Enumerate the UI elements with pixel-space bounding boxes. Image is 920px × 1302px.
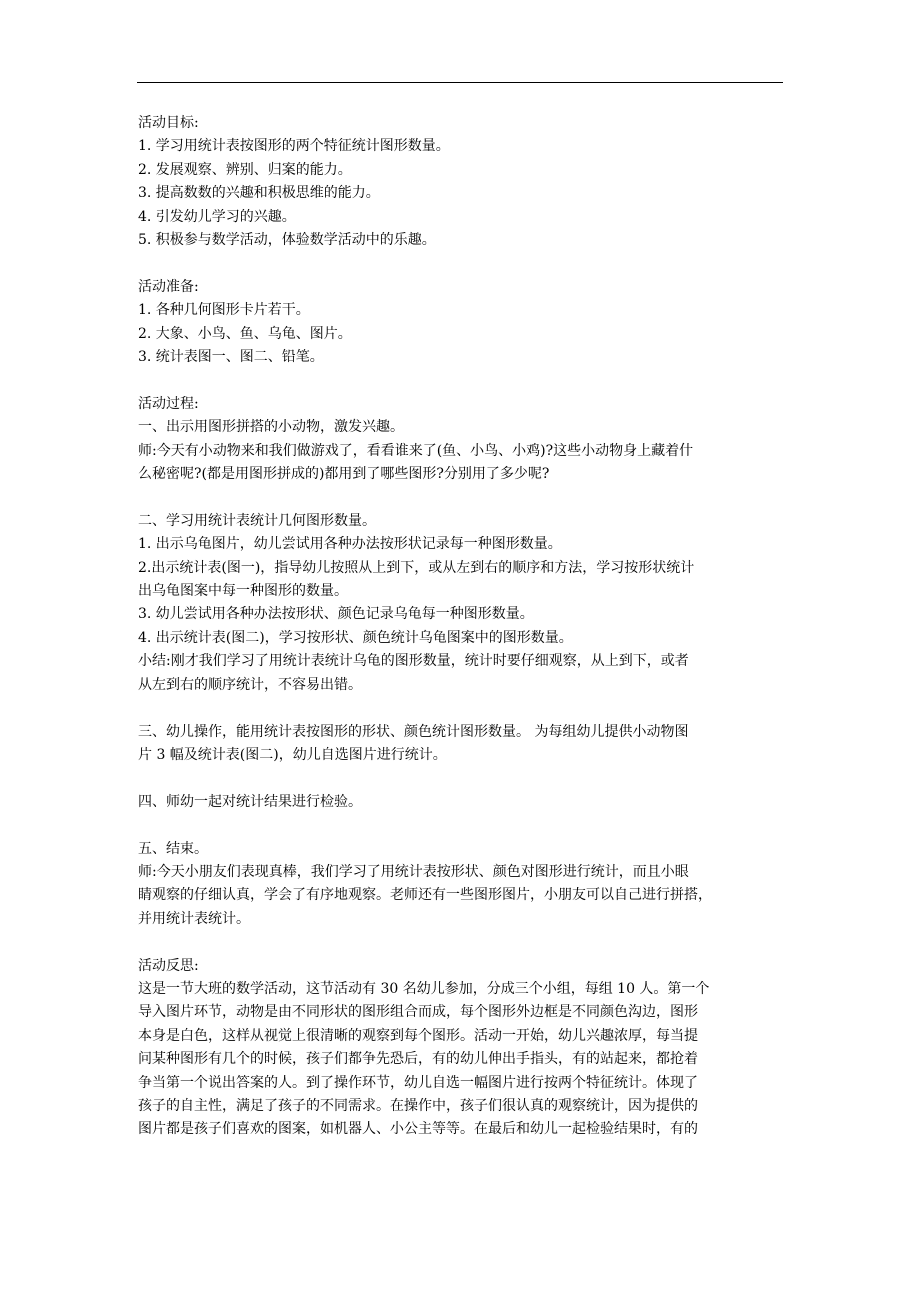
section-heading: 五、结束。 <box>138 840 208 857</box>
text-line: 小结:刚才我们学习了用统计表统计乌龟的图形数量，统计时要仔细观察，从上到下，或者 <box>138 653 689 670</box>
section-heading: 二、学习用统计表统计几何图形数量。 <box>138 512 376 529</box>
text-line: 图片都是孩子们喜欢的图案，如机器人、小公主等等。在最后和幼儿一起检验结果时，有的 <box>138 1121 698 1138</box>
section-heading: 三、幼儿操作，能用统计表按图形的形状、颜色统计图形数量。 为每组幼儿提供小动物图 <box>138 723 689 740</box>
text-line: 一、出示用图形拼搭的小动物，激发兴趣。 <box>138 419 404 436</box>
paragraph-gap <box>138 369 786 392</box>
text-line: 并用统计表统计。 <box>138 910 250 927</box>
text-line: 本身是白色，这样从视觉上很清晰的观察到每个图形。活动一开始，幼儿兴趣浓厚，每当提 <box>138 1027 698 1044</box>
section-step-two <box>138 510 786 697</box>
text-line: 出乌龟图案中每一种图形的数量。 <box>138 583 348 600</box>
section-reflection <box>138 955 786 1142</box>
paragraph-gap <box>138 252 786 275</box>
paragraph-gap <box>138 814 786 837</box>
text-line: 3. 提高数数的兴趣和积极思维的能力。 <box>138 185 380 202</box>
paragraph-gap <box>138 931 786 954</box>
section-goals <box>138 112 786 252</box>
section-process <box>138 393 786 487</box>
section-step-four <box>138 791 786 814</box>
text-line: 师:今天有小动物来和我们做游戏了，看看谁来了(鱼、小鸟、小鸡)?这些小动物身上藏着什 <box>138 442 694 459</box>
text-line: 3. 幼儿尝试用各种办法按形状、颜色记录乌龟每一种图形数量。 <box>138 606 534 623</box>
paragraph-gap <box>138 697 786 720</box>
text-line: 争当第一个说出答案的人。到了操作环节，幼儿自选一幅图片进行按两个特征统计。体现了 <box>138 1074 698 1091</box>
paragraph-gap <box>138 486 786 509</box>
text-line: 2.出示统计表(图一)，指导幼儿按照从上到下，或从左到右的顺序和方法，学习按形状统计 <box>138 559 695 576</box>
text-line: 片 3 幅及统计表(图二)，幼儿自选图片进行统计。 <box>138 746 447 763</box>
text-line: 4. 引发幼儿学习的兴趣。 <box>138 208 296 225</box>
paragraph-gap <box>138 767 786 790</box>
text-line: 这是一节大班的数学活动，这节活动有 30 名幼儿参加，分成三个小组，每组 10 人。第一个 <box>138 980 710 997</box>
section-preparation <box>138 276 786 370</box>
text-line: 师:今天小朋友们表现真棒，我们学习了用统计表按形状、颜色对图形进行统计，而且小眼 <box>138 863 689 880</box>
text-line: 5. 积极参与数学活动，体验数学活动中的乐趣。 <box>138 232 436 249</box>
text-line: 问某种图形有几个的时候，孩子们都争先恐后，有的幼儿伸出手指头，有的站起来，都抢着 <box>138 1051 698 1068</box>
text-line: 2. 发展观察、辨别、归案的能力。 <box>138 161 352 178</box>
text-line: 睛观察的仔细认真，学会了有序地观察。老师还有一些图形图片，小朋友可以自己进行拼搭， <box>138 887 712 904</box>
section-heading: 活动目标: <box>138 115 199 131</box>
text-line: 1. 学习用统计表按图形的两个特征统计图形数量。 <box>138 138 450 155</box>
section-heading: 四、师幼一起对统计结果进行检验。 <box>138 793 362 810</box>
text-line: 3. 统计表图一、图二、铅笔。 <box>138 349 324 366</box>
text-line: 4. 出示统计表(图二)，学习按形状、颜色统计乌龟图案中的图形数量。 <box>138 629 573 646</box>
section-heading: 活动过程: <box>138 395 199 412</box>
section-heading: 活动准备: <box>138 278 199 295</box>
text-line: 孩子的自主性，满足了孩子的不同需求。在操作中，孩子们很认真的观察统计，因为提供的 <box>138 1097 698 1114</box>
text-line: 1. 各种几何图形卡片若干。 <box>138 302 310 319</box>
document-body <box>138 112 786 1142</box>
section-step-five <box>138 838 786 932</box>
text-line: 从左到右的顺序统计，不容易出错。 <box>138 676 362 693</box>
text-line: 么秘密呢?(都是用图形拼成的)都用到了哪些图形?分别用了多少呢? <box>138 466 550 483</box>
section-step-three <box>138 721 786 768</box>
header-rule <box>137 82 783 83</box>
text-line: 2. 大象、小鸟、鱼、乌龟、图片。 <box>138 325 352 342</box>
text-line: 导入图片环节，动物是由不同形状的图形组合而成，每个图形外边框是不同颜色沟边，图形 <box>138 1004 698 1021</box>
section-heading: 活动反思: <box>138 957 199 974</box>
text-line: 1. 出示乌龟图片，幼儿尝试用各种办法按形状记录每一种图形数量。 <box>138 536 562 553</box>
